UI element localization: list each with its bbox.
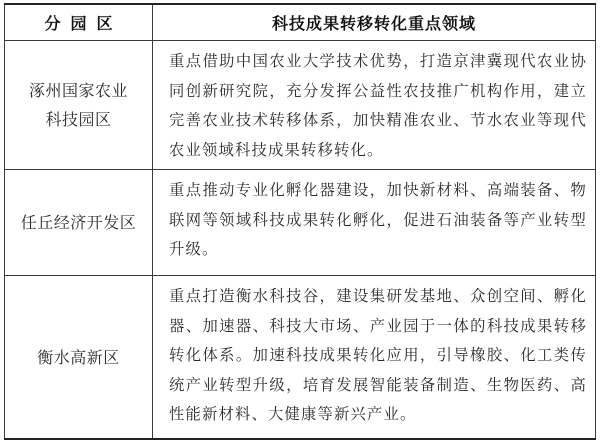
- zone-name-line1: 衡水高新区: [37, 347, 120, 367]
- table-row: [5, 276, 596, 440]
- zone-cell: [5, 276, 153, 440]
- table-header-row: [5, 4, 596, 41]
- table-row: [5, 170, 596, 276]
- header-zone: 分园区: [5, 4, 153, 41]
- focus-cell: 重点打造衡水科技谷，建设集研发基地、众创空间、孵化器、加速器、科技大市场、产业园于一体的科技成果转移转化体系。加速科技成果转化应用，引导橡胶、化工类传统产业转型升级，培育发展智能装备制造、生物医药、高性能新材料、大健康等新兴产业。: [153, 276, 596, 440]
- zone-name-line2: 科技园区: [45, 110, 112, 129]
- zone-name-line1: 涿州国家农业: [28, 81, 128, 100]
- focus-areas-table-container: [4, 3, 595, 421]
- zone-cell: [5, 170, 153, 276]
- table-row: [5, 41, 596, 170]
- zone-name-line1: 任丘经济开发区: [20, 213, 137, 232]
- focus-areas-table: [4, 3, 596, 440]
- zone-cell: [5, 41, 153, 170]
- focus-cell: 重点借助中国农业大学技术优势，打造京津冀现代农业协同创新研究院，充分发挥公益性农技推广机构作用，建立完善农业技术转移体系，加快精准农业、节水农业等现代农业领域科技成果转移转化。: [153, 41, 596, 170]
- focus-cell: 重点推动专业化孵化器建设，加快新材料、高端装备、物联网等领域科技成果转化孵化，促进石油装备等产业转型升级。: [153, 170, 596, 276]
- header-focus: 科技成果转移转化重点领域: [153, 4, 596, 41]
